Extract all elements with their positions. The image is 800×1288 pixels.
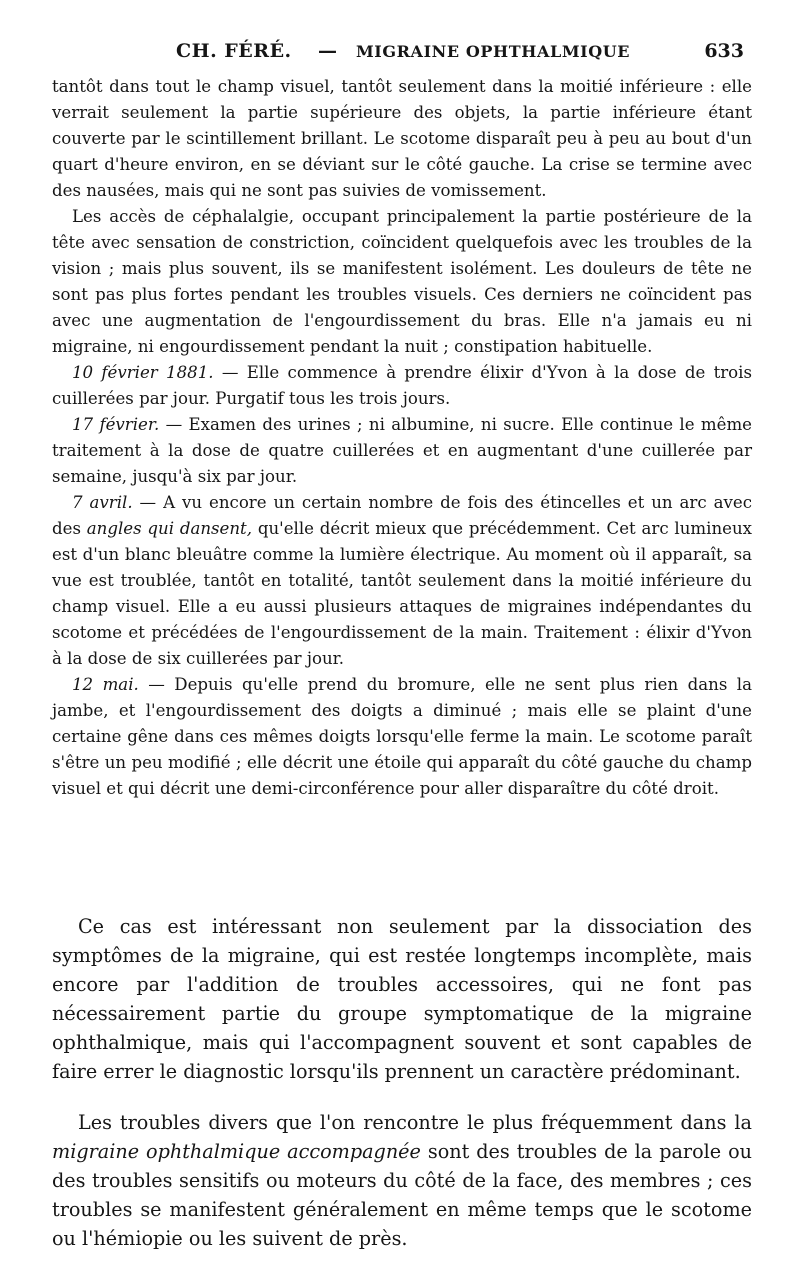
date-10-fevrier: 10 février 1881.: [72, 363, 214, 382]
paragraph-12-mai: [52, 672, 752, 802]
text-10-fevrier: — Elle commence à prendre élixir d'Yvon à la dose de trois cuillerées par jour. Purgatif tous les trois jours.: [52, 363, 752, 408]
text-7-avril-a: — A vu encore un certain nombre de fois des étincelles et un arc avec des: [52, 493, 752, 538]
date-7-avril: 7 avril.: [72, 493, 133, 512]
paragraph-cephalalgie: Les accès de céphalalgie, occupant principalement la partie postérieure de la tête avec sensation de constriction, coïncident quelquefois avec les troubles de la vision ; mais plus souvent, ils se manifestent isolément. Les douleurs de tête ne sont pas plus fortes pendant les troubles visuels. Ces derniers ne coïncident pas avec une augmentation de l'engourdissement du bras. Elle n'a jamais eu ni migraine, ni engourdissement pendant la nuit ; constipation habituelle.: [52, 207, 752, 356]
paragraph-commentary: Ce cas est intéressant non seulement par la dissociation des symptômes de la migraine, qui est restée longtemps incomplète, mais encore par l'addition de troubles accessoires, qui ne font pas nécessairement partie du groupe symptomatique de la migraine ophthalmique, mais qui l'accompagnent souvent et sont capables de faire errer le diagnostic lorsqu'ils prennent un caractère prédominant.: [52, 915, 752, 1083]
paragraph-troubles: [52, 1108, 752, 1253]
header-dash: —: [318, 40, 337, 62]
text-troubles-b: sont des troubles de la parole ou des troubles sensitifs ou moteurs du côté de la face, des membres ; ces troubles se manifestent généralement en même temps que le scotome ou l'hémiopie ou les suivent de près.: [52, 1140, 753, 1250]
paragraph-17-fevrier: [52, 412, 752, 490]
date-12-mai: 12 mai.: [72, 675, 139, 694]
page-number: 633: [704, 40, 744, 62]
italic-angles: angles qui dansent,: [86, 519, 253, 538]
running-head: [176, 40, 744, 68]
text-12-mai: — Depuis qu'elle prend du bromure, elle ne sent plus rien dans la jambe, et l'engourdissement des doigts a diminué ; mais elle se plaint d'une certaine gêne dans ces mêmes doigts lorsqu'elle ferme la main. Le scotome paraît s'être un peu modifié ; elle décrit une étoile qui apparaît du côté gauche du champ visuel et qui décrit une demi-circonférence pour aller disparaître du côté droit.: [52, 675, 752, 798]
header-author: CH. FÉRÉ.: [176, 40, 292, 62]
date-17-fevrier: 17 février.: [72, 415, 160, 434]
text-troubles-a: Les troubles divers que l'on rencontre le plus fréquemment dans la: [78, 1111, 752, 1134]
header-title: MIGRAINE OPHTHALMIQUE: [356, 42, 631, 61]
paragraph-7-avril: [52, 490, 752, 672]
italic-migraine-accompagnee: migraine ophthalmique accompagnée: [52, 1140, 421, 1163]
troubles-block: [52, 1108, 752, 1253]
paragraph-scotome: tantôt dans tout le champ visuel, tantôt seulement dans la moitié inférieure : elle verrait seulement la partie supérieure des objets, la partie inférieure étant couverte par le scintillement brillant. Le scotome disparaît peu à peu au bout d'un quart d'heure environ, en se déviant sur le côté gauche. La crise se termine avec des nausées, mais qui ne sont pas suivies de vomissement.: [52, 77, 752, 200]
commentary-block: [52, 912, 752, 1086]
case-notes: [52, 74, 752, 802]
text-7-avril-b: qu'elle décrit mieux que précédemment. Cet arc lumineux est d'un blanc bleuâtre comme la lumière électrique. Au moment où il apparaît, sa vue est troublée, tantôt en totalité, tantôt seulement dans la moitié inférieure du champ visuel. Elle a eu aussi plusieurs attaques de migraines indépendantes du scotome et précédées de l'engourdissement de la main. Traitement : élixir d'Yvon à la dose de six cuillerées par jour.: [52, 519, 753, 668]
paragraph-10-fevrier: [52, 360, 752, 412]
text-17-fevrier: — Examen des urines ; ni albumine, ni sucre. Elle continue le même traitement à la dose de quatre cuillerées et en augmentant d'une cuillerée par semaine, jusqu'à six par jour.: [52, 415, 752, 486]
